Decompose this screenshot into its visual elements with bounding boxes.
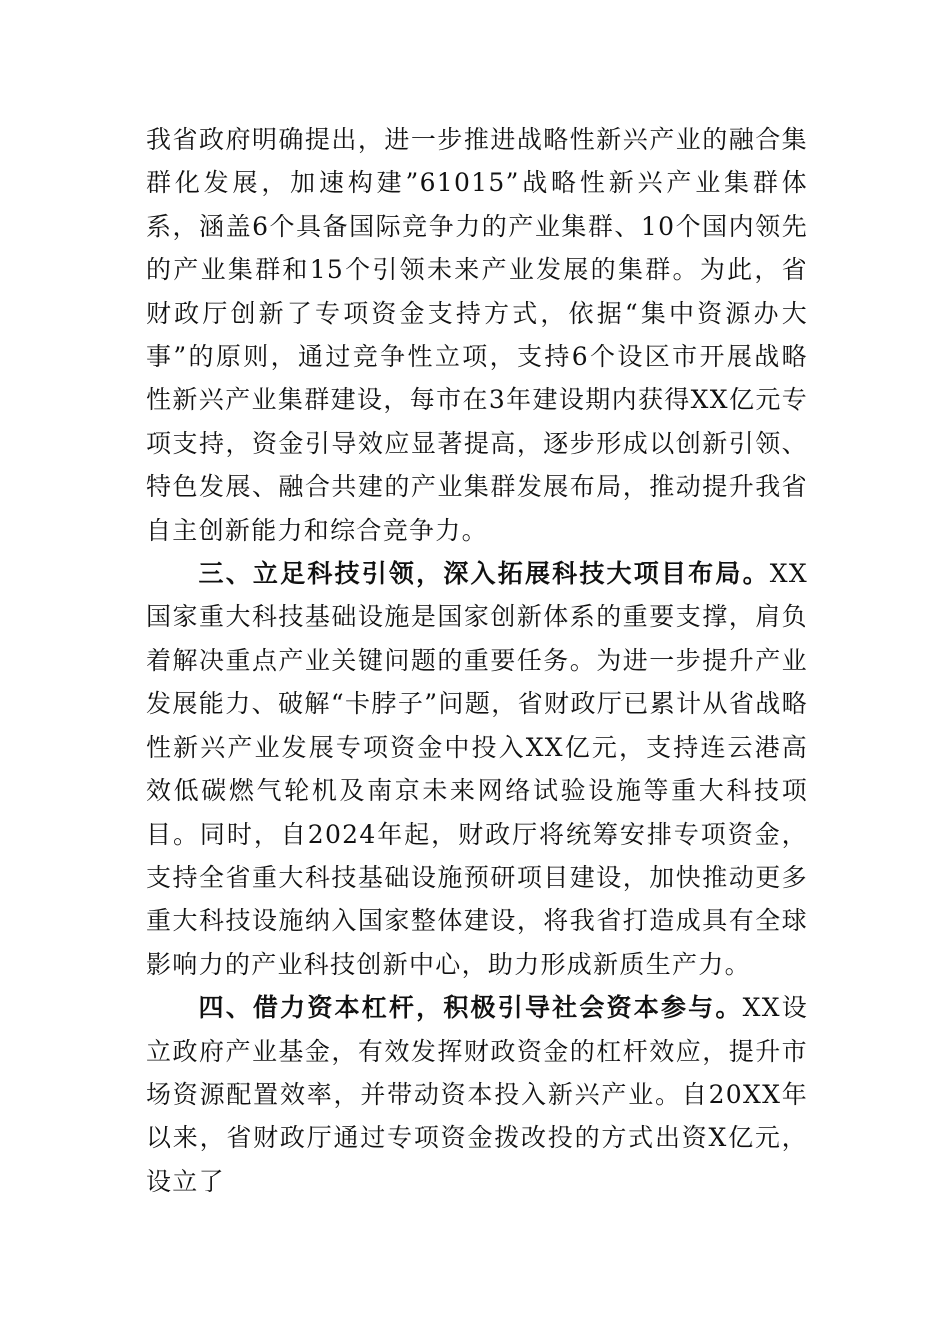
paragraph-1-body: 我省政府明确提出，进一步推进战略性新兴产业的融合集群化发展，加速构建”61015”战略性新兴产业集群体系，涵盖6个具备国际竞争力的产业集群、10个国内领先的产业集群和15个引领未来产业发展的集群。为此，省财政厅创新了专项资金支持方式，依据“集中资源办大事”的原则，通过竞争性立项，支持6个设区市开展战略性新兴产业集群建设，每市在3年建设期内获得XX亿元专项支持，资金引导效应显著提高，逐步形成以创新引领、特色发展、融合共建的产业集群发展布局，推动提升我省自主创新能力和综合竞争力。	[146, 125, 808, 545]
paragraph-2-body: XX国家重大科技基础设施是国家创新体系的重要支撑，肩负着解决重点产业关键问题的重要任务。为进一步提升产业发展能力、破解“卡脖子”问题，省财政厅已累计从省战略性新兴产业发展专项资金中投入XX亿元，支持连云港高效低碳燃气轮机及南京未来网络试验设施等重大科技项目。同时，自2024年起，财政厅将统筹安排专项资金，支持全省重大科技基础设施预研项目建设，加快推动更多重大科技设施纳入国家整体建设，将我省打造成具有全球影响力的产业科技创新中心，助力形成新质生产力。	[146, 559, 808, 979]
paragraph-3	[146, 986, 808, 1203]
paragraph-2-heading: 三、立足科技引领，深入拓展科技大项目布局。	[198, 559, 770, 589]
paragraph-1	[146, 118, 808, 552]
paragraph-3-body: XX设立政府产业基金，有效发挥财政资金的杠杆效应，提升市场资源配置效率，并带动资本投入新兴产业。自20XX年以来，省财政厅通过专项资金拨改投的方式出资X亿元，设立了	[146, 993, 808, 1196]
paragraph-3-heading: 四、借力资本杠杆，积极引导社会资本参与。	[198, 993, 743, 1023]
document-body	[146, 118, 808, 1203]
paragraph-2	[146, 552, 808, 986]
